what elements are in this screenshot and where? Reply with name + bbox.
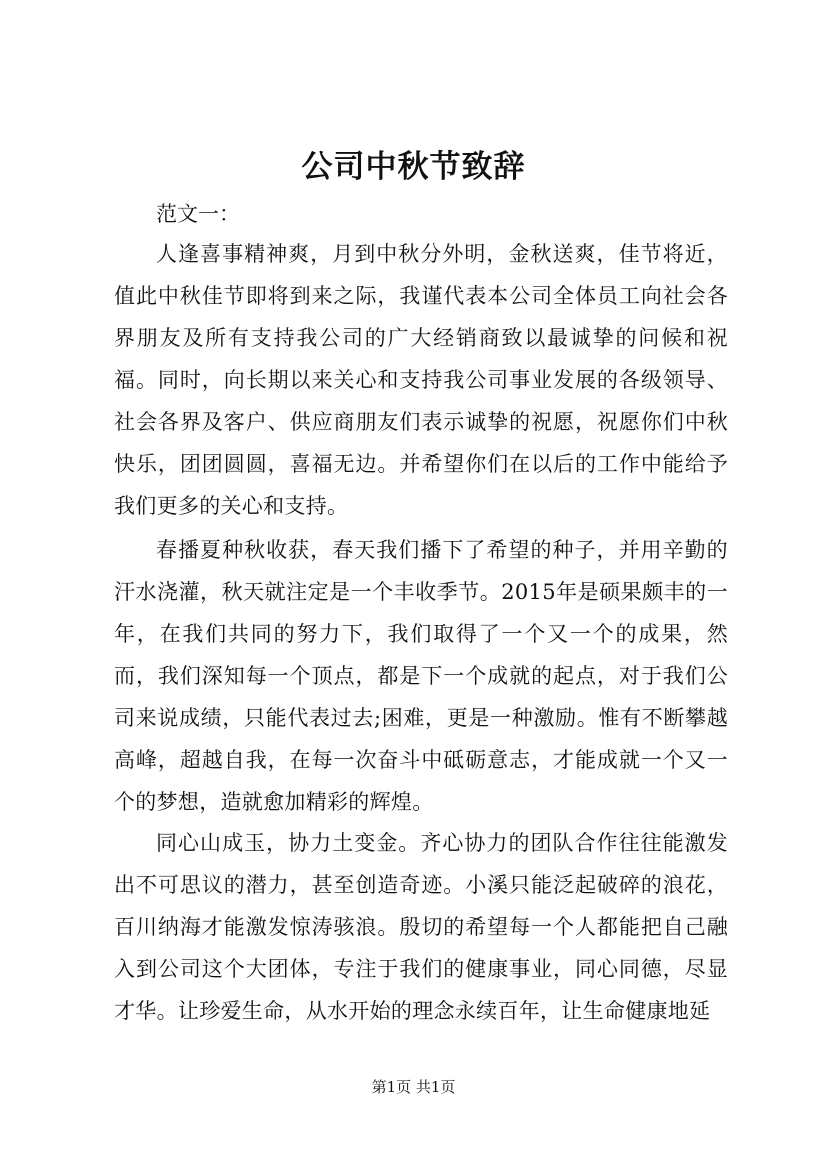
- section-label: 范文一：: [156, 202, 240, 226]
- page-footer: 第1页 共1页: [371, 1078, 456, 1096]
- paragraph-3: 同心山成玉，协力土变金。齐心协力的团队合作往往能激发出不可思议的潜力，甚至创造奇迹。小溪只能泛起破碎的浪花，百川纳海才能激发惊涛骇浪。殷切的希望每一个人都能把自己融入到公司这个大团体，专注于我们的健康事业，同心同德，尽显才华。让珍爱生命，从水开始的理念永续百年，让生命健康地延: [114, 831, 728, 1023]
- page-title: 公司中秋节致辞: [301, 149, 526, 185]
- paragraph-2: 春播夏种秋收获，春天我们播下了希望的种子，并用辛勤的汗水浇灌，秋天就注定是一个丰收季节。2015年是硕果颇丰的一年，在我们共同的努力下，我们取得了一个又一个的成果，然而，我们深知每一个顶点，都是下一个成就的起点，对于我们公司来说成绩，只能代表过去;困难，更是一种激励。惟有不断攀越高峰，超越自我，在每一次奋斗中砥砺意志，才能成就一个又一个的梦想，造就愈加精彩的辉煌。: [114, 538, 728, 814]
- paragraph-1: 人逢喜事精神爽，月到中秋分外明，金秋送爽，佳节将近，值此中秋佳节即将到来之际，我谨代表本公司全体员工向社会各界朋友及所有支持我公司的广大经销商致以最诚挚的问候和祝福。同时，向长期以来关心和支持我公司事业发展的各级领导、社会各界及客户、供应商朋友们表示诚挚的祝愿，祝愿你们中秋快乐，团团圆圆，喜福无边。并希望你们在以后的工作中能给予我们更多的关心和支持。: [114, 242, 728, 518]
